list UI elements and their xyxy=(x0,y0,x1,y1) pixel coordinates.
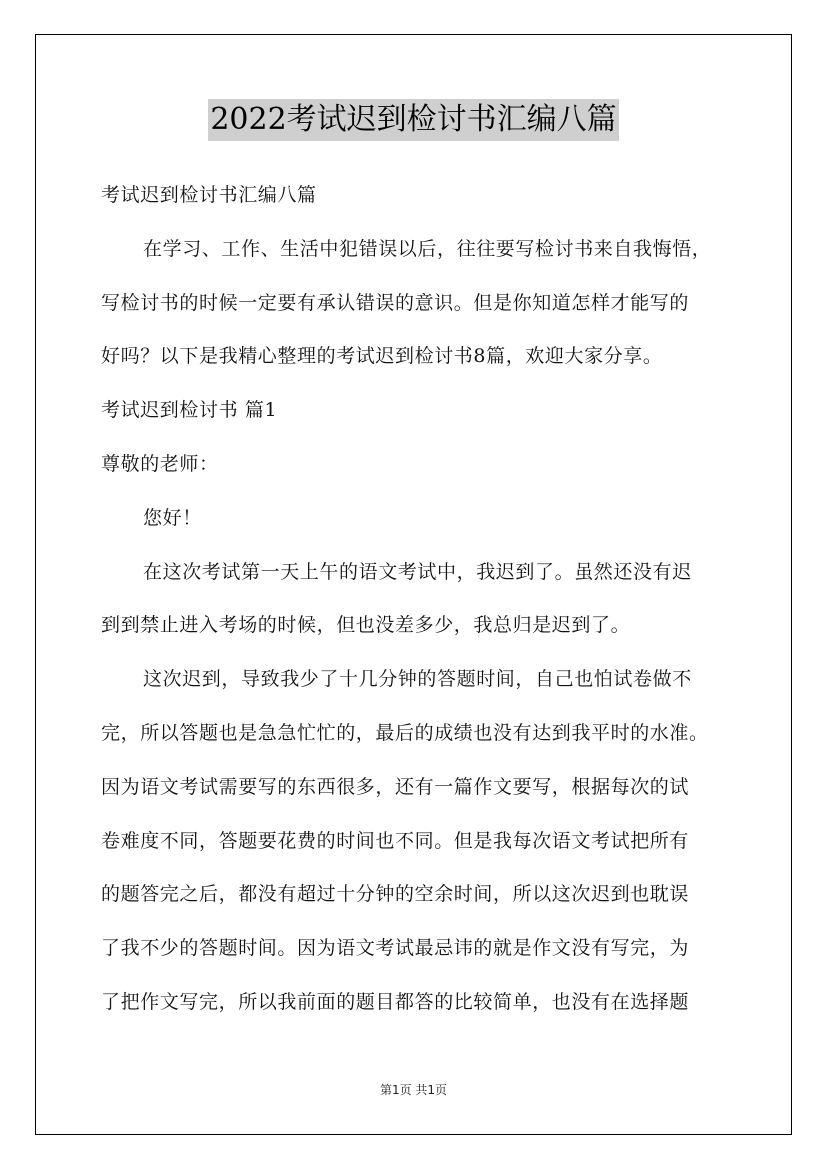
text-line: 因为语文考试需要写的东西很多，还有一篇作文要写，根据每次的试 xyxy=(101,775,690,798)
text-line: 在这次考试第一天上午的语文考试中，我迟到了。虽然还没有迟 xyxy=(143,560,692,583)
text-line: 了把作文写完，所以我前面的题目都答的比较简单，也没有在选择题 xyxy=(101,990,690,1013)
text-line: 到到禁止进入考场的时候，但也没差多少，我总归是迟到了。 xyxy=(101,614,631,637)
title-wrap xyxy=(0,99,827,141)
document-title: 2022考试迟到检讨书汇编八篇 xyxy=(208,99,618,141)
text-line: 这次迟到，导致我少了十几分钟的答题时间，自己也怕试卷做不 xyxy=(143,668,692,691)
text-line: 写检讨书的时候一定要有承认错误的意识。但是你知道怎样才能写的 xyxy=(101,291,690,314)
text-line: 考试迟到检讨书汇编八篇 xyxy=(101,184,317,206)
text-line: 好吗？以下是我精心整理的考试迟到检讨书8篇，欢迎大家分享。 xyxy=(101,345,663,368)
text-line: 您好！ xyxy=(143,506,202,529)
text-line: 尊敬的老师： xyxy=(101,452,219,475)
text-line: 了我不少的答题时间。因为语文考试最忌讳的就是作文没有写完，为 xyxy=(101,937,690,960)
document-body xyxy=(101,172,727,1033)
text-line: 考试迟到检讨书 篇1 xyxy=(101,399,278,422)
page-footer: 第1页 共1页 xyxy=(379,1083,448,1097)
text-line: 完，所以答题也是急急忙忙的，最后的成绩也没有达到我平时的水准。 xyxy=(101,721,709,744)
text-line: 卷难度不同，答题要花费的时间也不同。但是我每次语文考试把所有 xyxy=(101,829,690,852)
text-line: 的题答完之后，都没有超过十分钟的空余时间，所以这次迟到也耽误 xyxy=(101,883,690,906)
text-line: 在学习、工作、生活中犯错误以后，往往要写检讨书来自我悔悟， xyxy=(143,237,712,260)
